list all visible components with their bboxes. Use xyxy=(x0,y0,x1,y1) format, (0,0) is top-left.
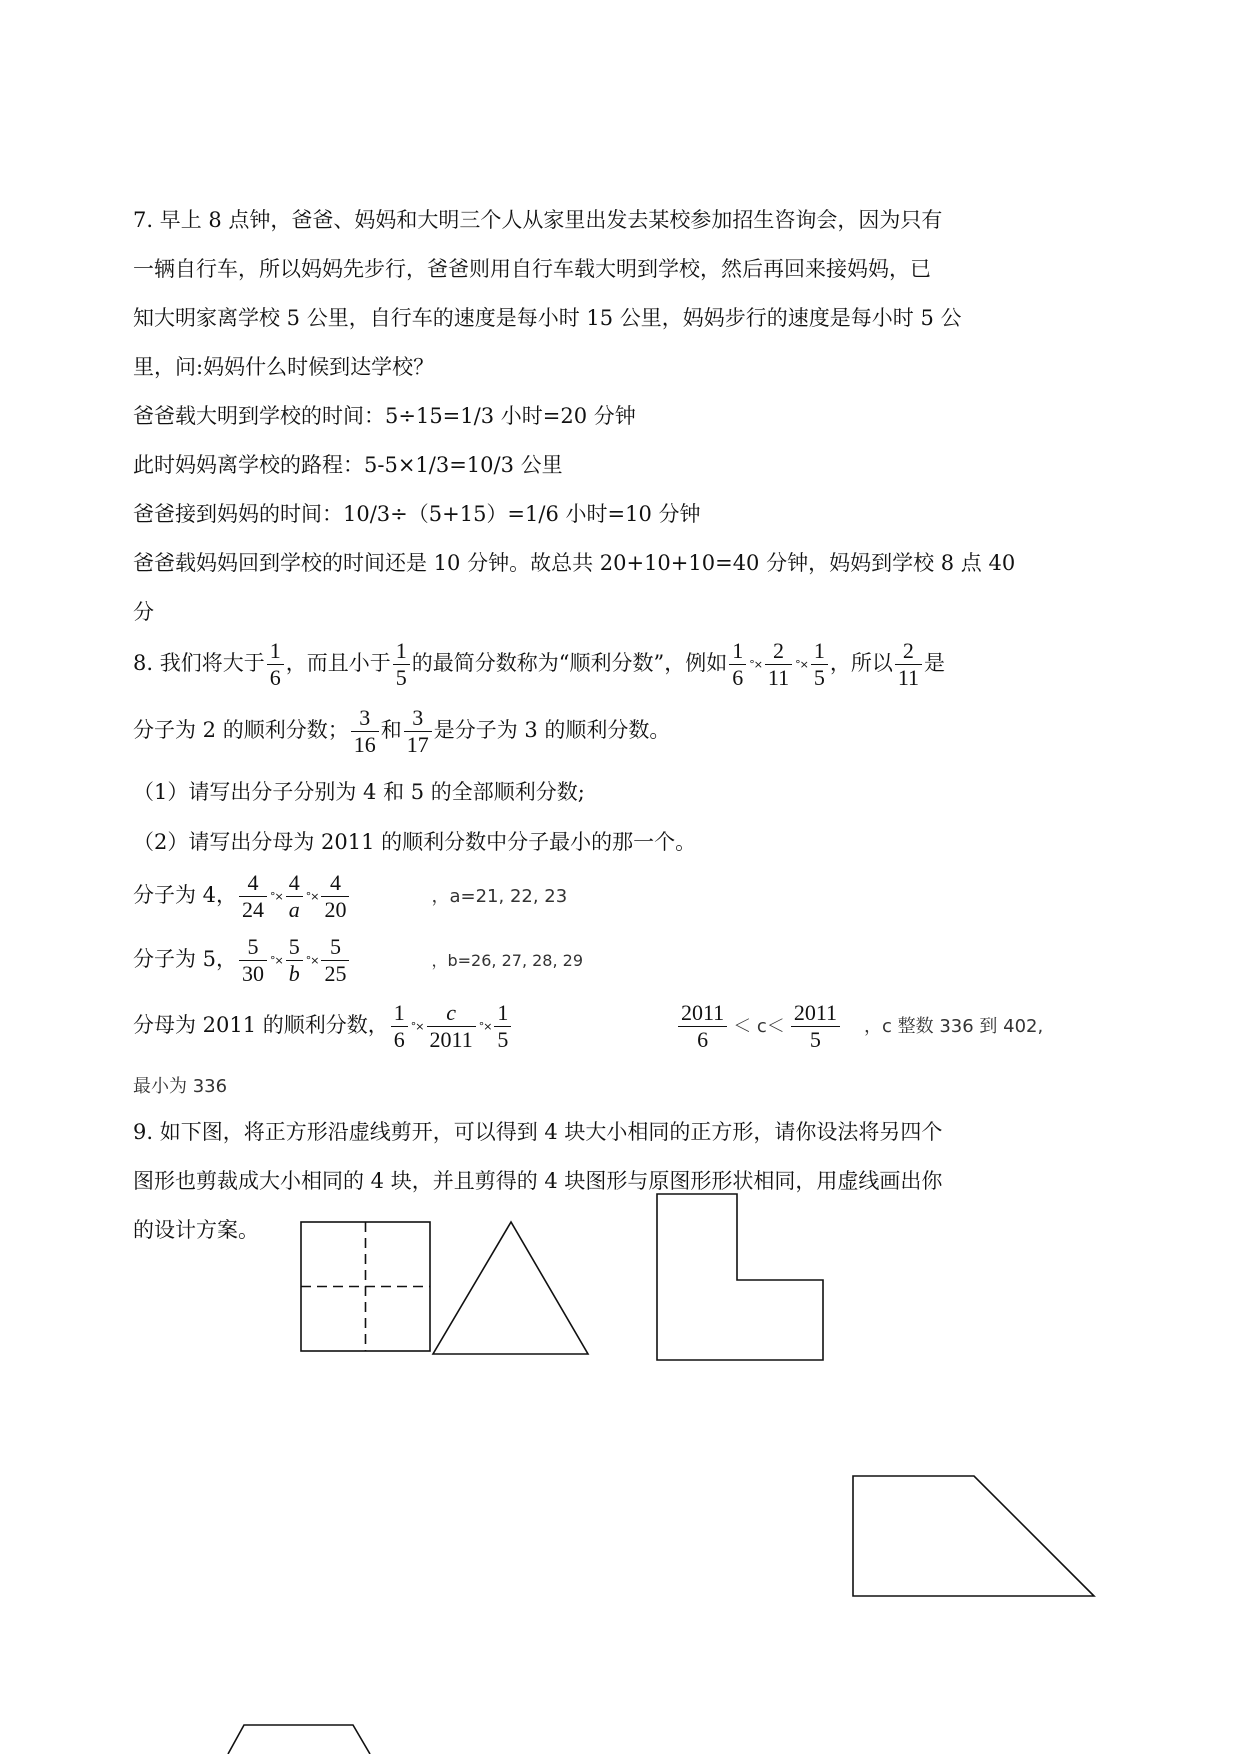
answer-label: 分母为 2011 的顺利分数， xyxy=(133,1013,389,1037)
q8-text: 和 xyxy=(380,718,402,742)
q8-text: 的最简分数称为“顺利分数”，例如 xyxy=(411,651,728,675)
q7-solution-2: 此时妈妈离学校的路程：5-5×1/3=10/3 公里 xyxy=(133,453,563,477)
denominator: 16 xyxy=(353,732,376,757)
q8-text: ，所以 xyxy=(829,651,893,675)
trapezoid-figure xyxy=(853,1476,1094,1596)
comparison-symbol: °× xyxy=(305,953,319,967)
denominator: 30 xyxy=(242,961,265,986)
answer-result: ，a=21, 22, 23 xyxy=(431,886,568,907)
numerator: 4 xyxy=(239,870,267,897)
denominator: 5 xyxy=(809,1027,821,1052)
numerator: 1 xyxy=(267,638,284,665)
denominator: 17 xyxy=(406,732,429,757)
comparison-symbol: °× xyxy=(270,889,283,903)
q7-line-3: 知大明家离学校 5 公里，自行车的速度是每小时 15 公里，妈妈步行的速度是每小时 5 公 xyxy=(133,306,962,330)
numerator: 1 xyxy=(391,1000,408,1027)
denominator: 6 xyxy=(732,665,744,690)
triangle-figure xyxy=(433,1222,588,1354)
numerator: 5 xyxy=(239,934,267,961)
denominator: 6 xyxy=(393,1027,405,1052)
denominator: 25 xyxy=(324,961,347,986)
denominator: 11 xyxy=(767,665,790,690)
square-figure xyxy=(301,1222,430,1351)
numerator: 5 xyxy=(321,934,349,961)
numerator: 1 xyxy=(393,638,410,665)
q8-text: ，而且小于 xyxy=(285,651,391,675)
numerator: 5 xyxy=(286,934,303,961)
q9-line-2: 图形也剪裁成大小相同的 4 块，并且剪得的 4 块图形与原图形形状相同，用虚线画出你 xyxy=(133,1169,943,1193)
denominator: a xyxy=(288,897,300,922)
numerator: 3 xyxy=(351,705,379,732)
answer-label: 分子为 5， xyxy=(133,947,238,971)
q7-solution-4: 爸爸载妈妈回到学校的时间还是 10 分钟。故总共 20+10+10=40 分钟，妈妈到学校 8 点 40 xyxy=(133,551,1016,575)
denominator: 20 xyxy=(324,897,347,922)
q7-solution-5: 分 xyxy=(133,600,154,624)
q8-text: 8. 我们将大于 xyxy=(133,651,265,675)
answer-label: 分子为 4， xyxy=(133,883,238,907)
numerator: 4 xyxy=(321,870,349,897)
q8-sub-2: （2）请写出分母为 2011 的顺利分数中分子最小的那一个。 xyxy=(133,830,697,854)
numerator: 1 xyxy=(811,638,828,665)
numerator: 4 xyxy=(286,870,303,897)
q8-text: 是分子为 3 的顺利分数。 xyxy=(433,718,671,742)
comparison-symbol: °× xyxy=(305,889,319,903)
denominator: 2011 xyxy=(429,1027,473,1052)
denominator: 5 xyxy=(497,1027,509,1052)
numerator: c xyxy=(427,1000,476,1027)
comparison-symbol: °× xyxy=(478,1019,492,1033)
numerator: 2011 xyxy=(678,1000,727,1027)
denominator: 6 xyxy=(697,1027,709,1052)
q8-sub-1: （1）请写出分子分别为 4 和 5 的全部顺利分数; xyxy=(133,780,585,804)
q8-text: 是 xyxy=(924,651,946,675)
numerator: 1 xyxy=(494,1000,511,1027)
answer-result: ，b=26, 27, 28, 29 xyxy=(431,951,584,970)
inequality-middle: ＜ c＜ xyxy=(733,1016,785,1037)
denominator: 11 xyxy=(897,665,920,690)
denominator: b xyxy=(288,961,300,986)
numerator: 3 xyxy=(404,705,432,732)
q9-line-3: 的设计方案。 xyxy=(133,1218,259,1242)
q9-line-1: 9. 如下图，将正方形沿虚线剪开，可以得到 4 块大小相同的正方形，请你设法将另四个 xyxy=(133,1120,943,1144)
denominator: 6 xyxy=(269,665,281,690)
comparison-symbol: °× xyxy=(270,953,283,967)
l-shape-figure xyxy=(657,1194,823,1360)
comparison-symbol: °× xyxy=(749,657,762,671)
q8-text: 分子为 2 的顺利分数； xyxy=(133,718,349,742)
denominator: 24 xyxy=(242,897,265,922)
comparison-symbol: °× xyxy=(795,657,808,671)
numerator: 2 xyxy=(765,638,792,665)
hexagon-figure xyxy=(228,1725,370,1754)
q7-line-1: 7. 早上 8 点钟，爸爸、妈妈和大明三个人从家里出发去某校参加招生咨询会，因为只有 xyxy=(133,208,943,232)
q7-line-4: 里，问:妈妈什么时候到达学校？ xyxy=(133,355,435,379)
numerator: 1 xyxy=(729,638,746,665)
q8-answer-3-tail: 最小为 336 xyxy=(133,1076,228,1097)
comparison-symbol: °× xyxy=(410,1019,424,1033)
answer-result: ，c 整数 336 到 402, xyxy=(864,1016,1044,1037)
q7-solution-3: 爸爸接到妈妈的时间：10/3÷（5+15）=1/6 小时=10 分钟 xyxy=(133,502,701,526)
denominator: 5 xyxy=(813,665,825,690)
denominator: 5 xyxy=(395,665,407,690)
q7-line-2: 一辆自行车，所以妈妈先步行，爸爸则用自行车载大明到学校，然后再回来接妈妈，已 xyxy=(133,257,931,281)
q7-solution-1: 爸爸载大明到学校的时间：5÷15=1/3 小时=20 分钟 xyxy=(133,404,636,428)
numerator: 2 xyxy=(895,638,922,665)
numerator: 2011 xyxy=(791,1000,840,1027)
